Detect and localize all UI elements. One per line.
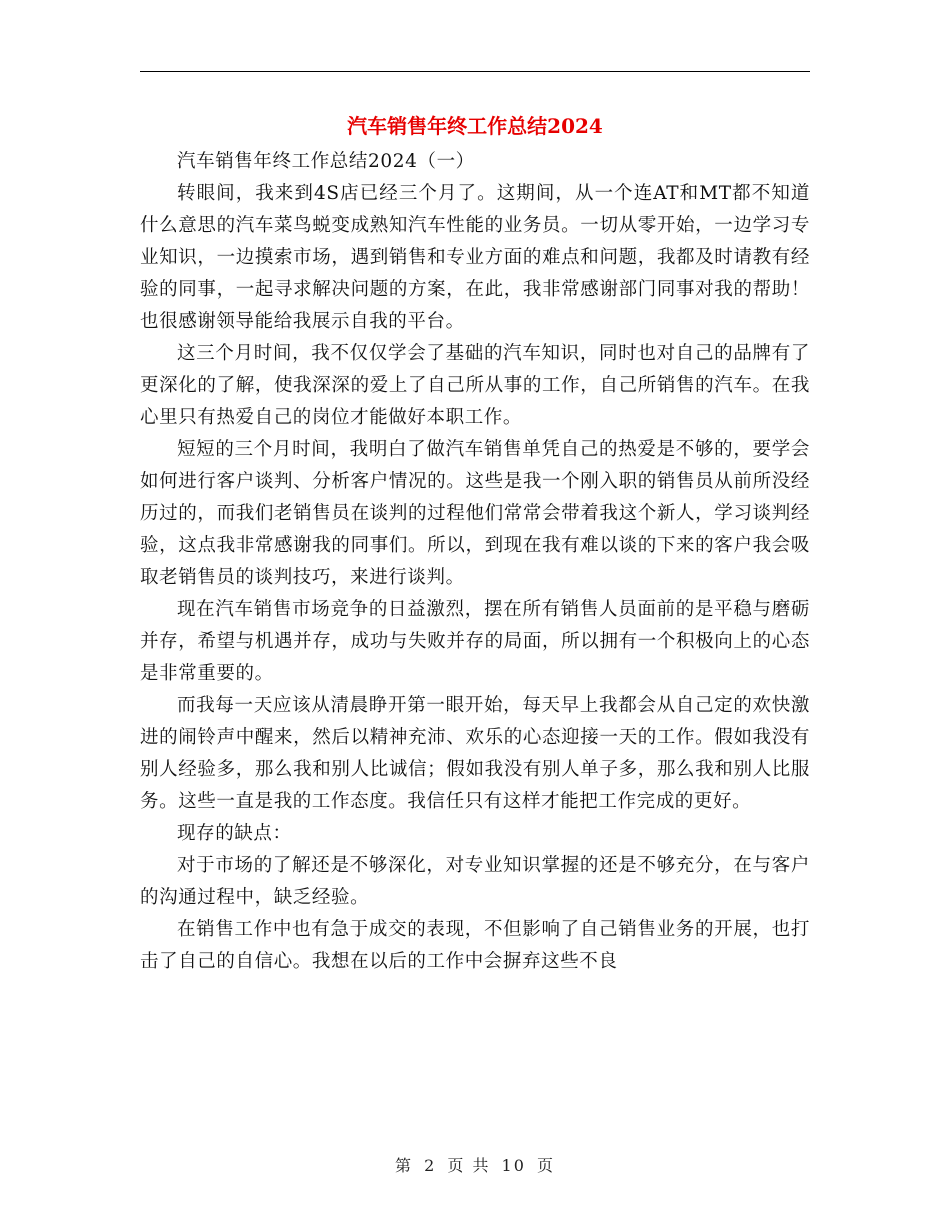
page-label-prefix: 第 bbox=[394, 1156, 413, 1175]
paragraph: 现存的缺点： bbox=[177, 823, 292, 844]
paragraph: 转眼间，我来到4S店已经三个月了。这期间，从一个连AT和MT都不知道什么意思的汽车菜鸟蜕变成熟知汽车性能的业务员。一切从零开始，一边学习专业知识，一边摸索市场，遇到销售和专业方面的难点和问题，我都及时请教有经验的同事，一起寻求解决问题的方案，在此，我非常感谢部门同事对我的帮助！也很感谢领导能给我展示自我的平台。 bbox=[140, 183, 810, 332]
header-rule bbox=[140, 71, 810, 72]
paragraph: 对于市场的了解还是不够深化，对专业知识掌握的还是不够充分，在与客户的沟通过程中，缺乏经验。 bbox=[140, 855, 810, 908]
page-label-suffix: 页 bbox=[537, 1156, 556, 1175]
document-body bbox=[140, 146, 810, 978]
document-title: 汽车销售年终工作总结2024 bbox=[347, 114, 603, 138]
paragraph: 在销售工作中也有急于成交的表现，不但影响了自己销售业务的开展，也打击了自己的自信心。我想在以后的工作中会摒弃这些不良 bbox=[140, 919, 810, 972]
page-total: 10 bbox=[501, 1156, 526, 1175]
paragraph: 而我每一天应该从清晨睁开第一眼开始，每天早上我都会从自己定的欢快激进的闹铃声中醒来，然后以精神充沛、欢乐的心态迎接一天的工作。假如我没有别人经验多，那么我和别人比诚信；假如我没有别人单子多，那么我和别人比服务。这些一直是我的工作态度。我信任只有这样才能把工作完成的更好。 bbox=[140, 695, 810, 812]
paragraph: 现在汽车销售市场竞争的日益激烈，摆在所有销售人员面前的是平稳与磨砺并存，希望与机遇并存，成功与失败并存的局面，所以拥有一个积极向上的心态是非常重要的。 bbox=[140, 599, 810, 684]
paragraph: 短短的三个月时间，我明白了做汽车销售单凭自己的热爱是不够的，要学会如何进行客户谈判、分析客户情况的。这些是我一个刚入职的销售员从前所没经历过的，而我们老销售员在谈判的过程他们常常会带着我这个新人，学习谈判经验，这点我非常感谢我的同事们。所以，到现在我有难以谈的下来的客户我会吸取老销售员的谈判技巧，来进行谈判。 bbox=[140, 439, 810, 588]
paragraph: 汽车销售年终工作总结2024（一） bbox=[177, 151, 475, 172]
page-label-mid: 页 共 bbox=[447, 1156, 491, 1175]
page-current: 2 bbox=[424, 1156, 437, 1175]
page-footer bbox=[0, 1154, 950, 1178]
paragraph: 这三个月时间，我不仅仅学会了基础的汽车知识，同时也对自己的品牌有了更深化的了解，使我深深的爱上了自己所从事的工作，自己所销售的汽车。在我心里只有热爱自己的岗位才能做好本职工作。 bbox=[140, 343, 810, 428]
